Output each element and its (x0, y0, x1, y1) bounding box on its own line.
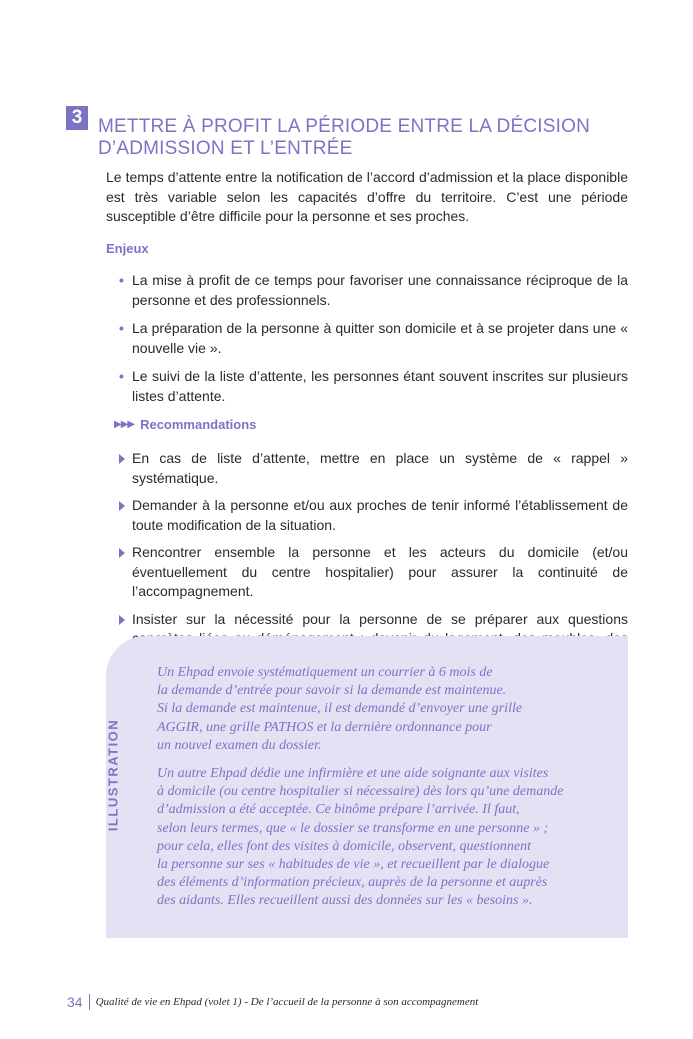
section-number-badge: 3 (66, 106, 88, 130)
bullet-icon: • (119, 272, 124, 288)
bullet-icon: • (119, 320, 124, 336)
triangle-bullet-icon (119, 454, 125, 464)
triangle-bullet-icon (119, 501, 125, 511)
bullet-icon: • (119, 368, 124, 384)
illustration-paragraph-2: Un autre Ehpad dédie une infirmière et une aide soignante aux visites à domicile (ou centre hospitalier si nécessaire) dès lors qu’une demande d’admission a été acceptée. Ce binôme prépare l’arrivée. Il faut, selon leurs termes, que « le dossier se transforme en une personne » ; pour cela, elles font des visites à domicile, observent, questionnent la personne sur ses « habitudes de vie », et recueillent par le dialogue des éléments d’information précieux, auprès de la personne et auprès des aidants. Elles recueillent aussi des données sur les « besoins ». (157, 766, 564, 909)
page-number: 34 (67, 994, 83, 1010)
footer-divider (89, 994, 90, 1010)
footer-text: Qualité de vie en Ehpad (volet 1) - De l’accueil de la personne à son accompagnement (95, 996, 479, 1008)
recommandation-item: Rencontrer ensemble la personne et les acteurs du domicile (et/ou éventuellement du centre hospitalier) pour assurer la continuité de l’accompagnement. (119, 543, 628, 602)
illustration-paragraph-1: Un Ehpad envoie systématiquement un courrier à 6 mois de la demande d’entrée pour savoir si la demande est maintenue. Si la demande est maintenue, il est demandé d’envoyer une grille AGGIR, une grille PATHOS et la dernière ordonnance pour un nouvel examen du dossier. (157, 665, 523, 753)
enjeux-item: • La mise à profit de ce temps pour favoriser une connaissance réciproque de la personne et des professionnels. (119, 272, 628, 308)
triangle-bullet-icon (119, 548, 125, 558)
triple-arrow-icon: ▶▶▶ (114, 419, 135, 430)
page-footer (67, 994, 478, 1010)
enjeux-heading: Enjeux (106, 241, 149, 256)
triangle-bullet-icon (119, 615, 125, 625)
recommandation-item: Demander à la personne et/ou aux proches de tenir informé l’établissement de toute modification de la situation. (119, 496, 628, 535)
section-title-line-1: METTRE À PROFIT LA PÉRIODE ENTRE LA DÉCISION (98, 116, 590, 137)
enjeux-item: • Le suivi de la liste d’attente, les personnes étant souvent inscrites sur plusieurs listes d’attente. (119, 368, 628, 404)
illustration-label: ILLUSTRATION (105, 718, 121, 832)
enjeux-list (119, 271, 628, 415)
enjeux-item: • La préparation de la personne à quitter son domicile et à se projeter dans une « nouvelle vie ». (119, 320, 628, 356)
recommandation-item: En cas de liste d’attente, mettre en place un système de « rappel » systématique. (119, 449, 628, 488)
section-title (98, 116, 638, 160)
recommandation-item: Insister sur la nécessité pour la personne de se préparer aux questions (119, 610, 628, 669)
illustration-text (157, 664, 609, 921)
intro-paragraph: Le temps d’attente entre la notification de l’accord d’admission et la place disponible est très variable selon les capacités d’offre du territoire. C’est une période susceptible d’être difficile pour la personne et ses proches. (106, 169, 628, 224)
recommandations-heading: ▶▶▶ Recommandations (114, 417, 257, 432)
section-title-line-2: D’ADMISSION ET L’ENTRÉE (98, 138, 353, 159)
